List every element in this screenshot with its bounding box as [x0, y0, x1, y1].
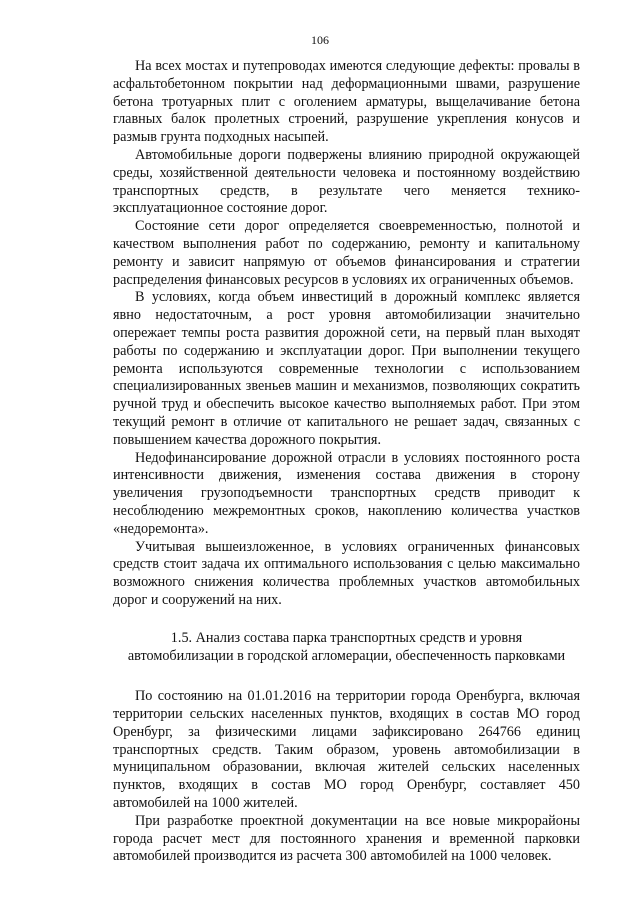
page-number: 106: [311, 33, 329, 47]
paragraph-vehicle-statistics: По состоянию на 01.01.2016 на территории города Оренбурга, включая территории сельских населенных пунктов, входящих в состав МО город Оренбург, за физическими лицами зафиксировано 264766 единиц транспортных средств. Таким образом, уровень автомобилизации в муниципальном образовании, включая жителей сельских населенных пунктов, входящих в состав МО город Оренбург, составляет 450 автомобилей на 1000 жителей.: [113, 688, 580, 812]
section-heading-line-2: автомобилизации в городской агломерации, обеспеченность парковками: [127, 647, 566, 664]
paragraph-conclusion: Учитывая вышеизложенное, в условиях ограниченных финансовых средств стоит задача их оптимального использования с целью максимально возможного снижения количества проблемных участков автомобильных дорог и сооружений на них.: [113, 538, 580, 608]
paragraph-underfunding: Недофинансирование дорожной отрасли в условиях постоянного роста интенсивности движения, изменения состава движения в сторону увеличения грузоподъемности транспортных средств приводит к несоблюдению межремонтных сроков, накоплению количества участков «недоремонта».: [113, 449, 580, 537]
section-heading-line-1: 1.5. Анализ состава парка транспортных средств и уровня: [170, 629, 523, 646]
paragraph-parking-calculation: При разработке проектной документации на все новые микрорайоны города расчет мест для постоянного хранения и временной парковки автомобилей производится из расчета 300 автомобилей на 1000 человек.: [113, 812, 580, 865]
page-content: [113, 58, 580, 866]
paragraph-road-environment: Автомобильные дороги подвержены влиянию природной окружающей среды, хозяйственной деятельности человека и постоянному воздействию транспортных средств, в результате чего меняется технико-эксплуатационное состояние дорог.: [113, 146, 580, 217]
paragraph-investment-conditions: В условиях, когда объем инвестиций в дорожный комплекс является явно недостаточным, а рост уровня автомобилизации значительно опережает темпы роста развития дорожной сети, на первый план выходят работы по содержанию и эксплуатации дорог. При выполнении текущего ремонта используются современные технологии с использованием специализированных звеньев машин и механизмов, позволяющих сократить ручной труд и обеспечить высокое качество выполняемых работ. При этом текущий ремонт в отличие от капитального не решает задач, связанных с повышением качества дорожного покрытия.: [113, 289, 580, 448]
paragraph-bridge-defects: На всех мостах и путепроводах имеются следующие дефекты: провалы в асфальтобетонном покрытии над деформационными швами, разрушение бетона тротуарных плит с оголением арматуры, выщелачивание бетона главных балок пролетных строений, разрушение укрепления конусов и размыв грунта подходных насыпей.: [113, 58, 580, 146]
paragraph-network-condition: Состояние сети дорог определяется своевременностью, полнотой и качеством выполнения работ по содержанию, ремонту и капитальному ремонту и зависит напрямую от объемов финансирования и стратегии распределения финансовых ресурсов в условиях их ограниченных объемов.: [113, 218, 580, 288]
section-heading: [113, 630, 580, 666]
